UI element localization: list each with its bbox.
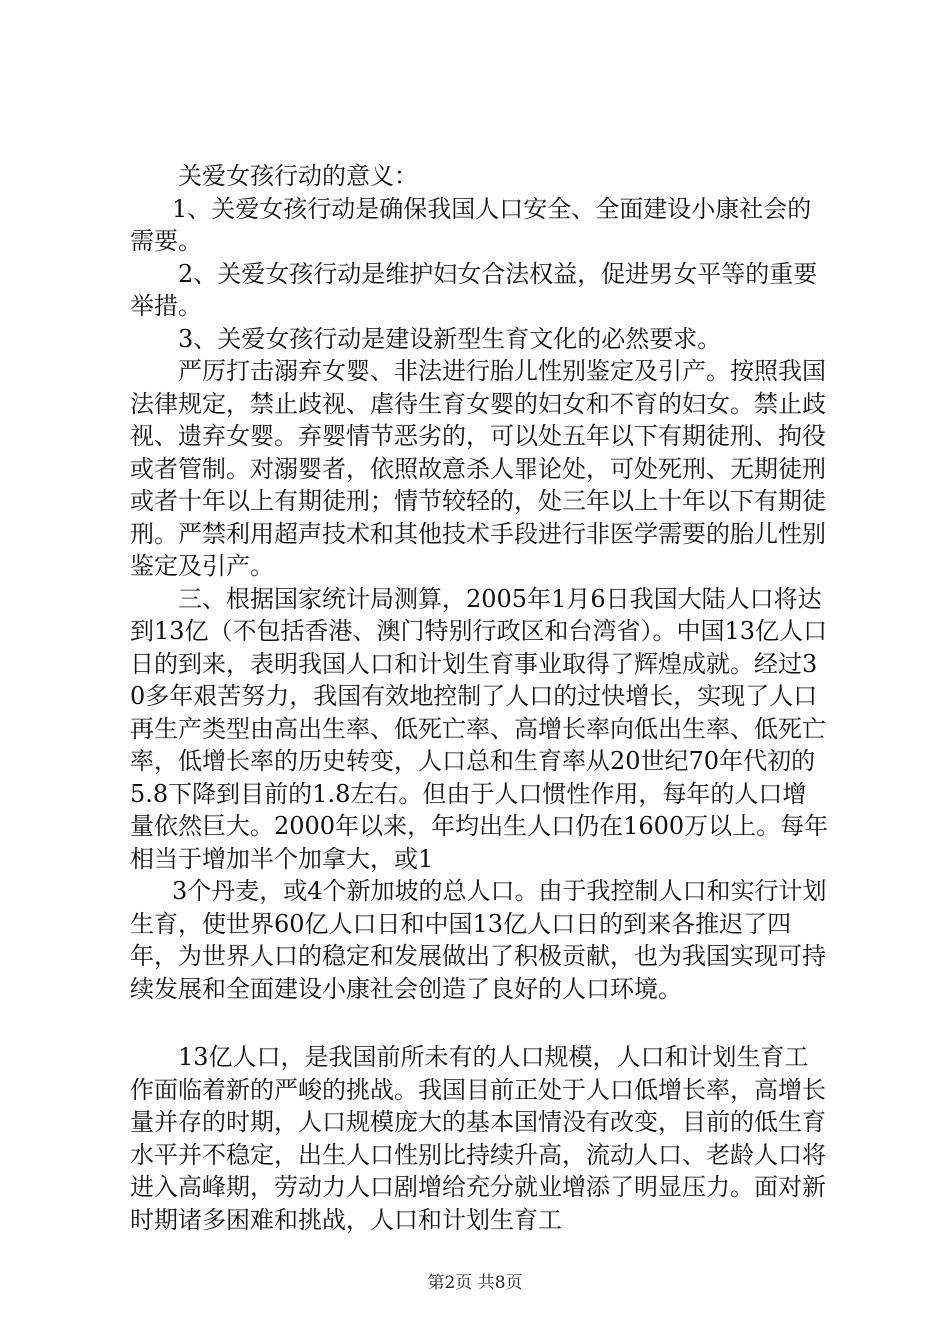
paragraph-spacer: [130, 1005, 830, 1041]
paragraph-5: 三、根据国家统计局测算，2005年1月6日我国大陆人口将达到13亿（不包括香港、澳门特别行政区和台湾省）。中国13亿人口日的到来，表明我国人口和计划生育事业取得了辉煌成就。经过30多年艰苦努力，我国有效地控制了人口的过快增长，实现了人口再生产类型由高出生率、低死亡率、高增长率向低出生率、低死亡率，低增长率的历史转变，人口总和生育率从20世纪70年代初的5.8下降到目前的1.8左右。但由于人口惯性作用，每年的人口增量依然巨大。2000年以来，年均出生人口仍在1600万以上。每年相当于增加半个加拿大，或1: [130, 584, 829, 873]
document-body: [130, 160, 830, 1236]
paragraph-1: 1、关爱女孩行动是确保我国人口安全、全面建设小康社会的需要。: [130, 194, 812, 255]
section-heading: 关爱女孩行动的意义：: [178, 162, 418, 190]
paragraph-3: 3、关爱女孩行动是建设新型生育文化的必然要求。: [178, 324, 722, 353]
paragraph-4: 严厉打击溺弃女婴、非法进行胎儿性别鉴定及引产。按照我国法律规定，禁止歧视、虐待生育女婴的妇女和不育的妇女。禁止歧视、遗弃女婴。弃婴情节恶劣的，可以处五年以下有期徒刑、拘役或者管制。对溺婴者，依照故意杀人罪论处，可处死刑、无期徒刑或者十年以上有期徒刑；情节较轻的，处三年以上十年以下有期徒刑。严禁利用超声技术和其他技术手段进行非医学需要的胎儿性别鉴定及引产。: [130, 357, 826, 580]
page-number-footer: 第2页 共8页: [427, 1273, 523, 1293]
paragraph-2: 2、关爱女孩行动是维护妇女合法权益，促进男女平等的重要举措。: [130, 259, 818, 320]
paragraph-6: 3个丹麦，或4个新加坡的总人口。由于我控制人口和实行计划生育，使世界60亿人口日和中国13亿人口日的到来各推迟了四年，为世界人口的稳定和发展做出了积极贡献，也为我国实现可持续发展和全面建设小康社会创造了良好的人口环境。: [130, 877, 827, 1003]
paragraph-7: 13亿人口，是我国前所未有的人口规模，人口和计划生育工作面临着新的严峻的挑战。我国目前正处于人口低增长率，高增长量并存的时期，人口规模庞大的基本国情没有改变，目前的低生育水平并不稳定，出生人口性别比持续升高，流动人口、老龄人口将进入高峰期，劳动力人口剧增给充分就业增添了明显压力。面对新时期诸多困难和挑战，人口和计划生育工: [130, 1043, 826, 1234]
